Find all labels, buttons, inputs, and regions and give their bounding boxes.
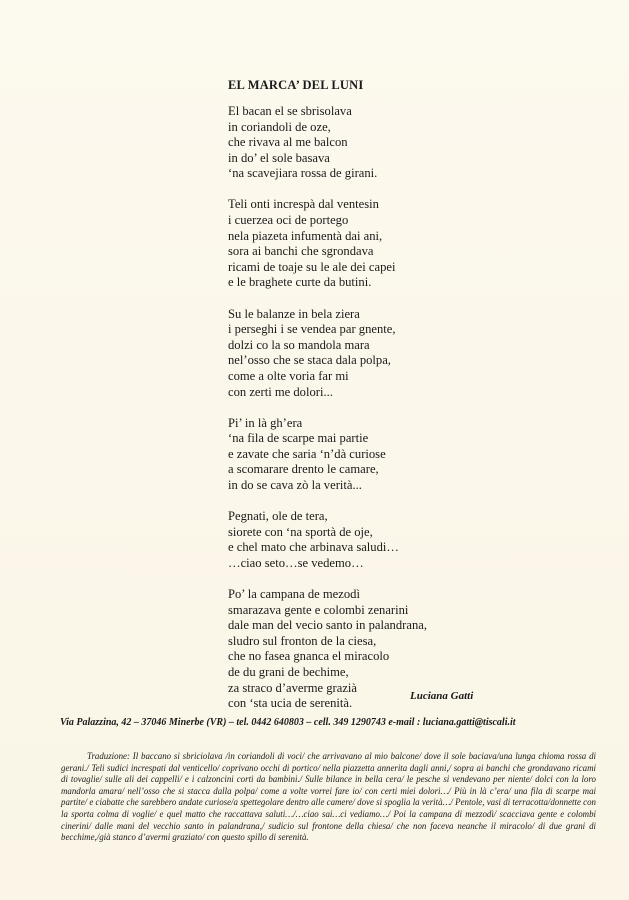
poem-line: Teli onti increspà dal ventesin	[228, 197, 379, 212]
poem-line: nela piazeta infumentà dai ani,	[228, 228, 383, 243]
stanza	[228, 307, 508, 401]
poem-line: sludro sul fronton de la ciesa,	[228, 633, 377, 648]
poem-line: ricami de toaje su le ale dei capei	[228, 259, 396, 274]
poem-line: Po’ la campana de mezodì	[228, 586, 360, 601]
poem-line: de du grani de bechime,	[228, 664, 349, 679]
poem-line: dale man del vecio santo in palandrana,	[228, 618, 427, 633]
poem-body	[228, 104, 508, 727]
stanza	[228, 416, 508, 494]
poem-line: come a olte voria far mi	[228, 368, 349, 383]
poem-line: ‘na fila de scarpe mai partie	[228, 431, 369, 446]
poem-line: sora ai banchi che sgrondava	[228, 244, 374, 259]
poem-line: in do’ el sole basava	[228, 150, 330, 165]
poem-line: Pegnati, ole de tera,	[228, 509, 328, 524]
poem-line: con zerti me dolori...	[228, 384, 333, 399]
poem-line: i cuerzea oci de portego	[228, 213, 349, 228]
stanza	[228, 197, 508, 291]
poem-line: che rivava al me balcon	[228, 135, 348, 150]
translation-paragraph: Traduzione: Il baccano si sbriciolava /in coriandoli di voci/ che arrivavano al mio balcone/ dove il sole baciava/una lunga chioma rossa di gerani./ Teli sudici increspati dal venticello/ coprivano occhi di portico/ nella piazzetta annerita dagli anni,/ sopra ai banchi che grondavano ricami di tovaglie/ sulle ali dei cappelli/ e i calzoncini corti da bambini./ Sulle bilance in bella cera/ le pesche si vendevano per niente/ dolci con la loro mandorla amara/ nell’osso che si stacca dalla polpa/ come a volte vorrei fare io/ con certi miei dolori…/ Più in là c’era/ una fila di scarpe mai partite/ e ciabatte che sarebbero andate curiose/a spettegolare dentro alle camere/ dove si spoglia la verità…/ Pentole, vasi di terracotta/donnette con la sporta colma di voglie/ e quel matto che raccattava saluti…/…ciao sai…ci vediamo…/ Poi la campana di mezzodì/ scacciava gente e colombi cinerini/ dalle mani del vecchio santo in palandrana,/ sudicio sul frontone della chiesa/ che non faceva neanche il miracolo/ di due grani di becchime,/già stanco d’avermi graziato/ con questo spillo di serenità.	[61, 751, 596, 843]
poem-line: smarazava gente e colombi zenarini	[228, 602, 409, 617]
poem-line: Su le balanze in bela ziera	[228, 306, 360, 321]
poem-line: i perseghi i se vendea par gnente,	[228, 322, 396, 337]
poem-line: ‘na scavejiara rossa de girani.	[228, 166, 378, 181]
poem-line: …ciao seto…se vedemo…	[228, 555, 364, 570]
poem-title: EL MARCA’ DEL LUNI	[228, 78, 364, 92]
author-signature: Luciana Gatti	[410, 690, 474, 702]
poem-line: El bacan el se sbrisolava	[228, 104, 352, 118]
poem-line: za straco d’averme grazià	[228, 680, 357, 695]
stanza	[228, 509, 508, 571]
contact-address: Via Palazzina, 42 – 37046 Minerbe (VR) – tel. 0442 640803 – cell. 349 1290743 e-mail : luciana.gatti@tiscali.it	[60, 717, 516, 728]
poem-line: e zavate che saria ‘n’dà curiose	[228, 446, 386, 461]
poem-line: e chel mato che arbinava saludi…	[228, 540, 399, 555]
poem-line: che no fasea gnanca el miracolo	[228, 649, 390, 664]
poem-line: nel’osso che se staca dala polpa,	[228, 353, 391, 368]
stanza	[228, 104, 508, 182]
poem-line: e le braghete curte da butini.	[228, 275, 372, 290]
poem-line: in do se cava zò la verità...	[228, 477, 362, 492]
poem-line: siorete con ‘na sportà de oje,	[228, 524, 373, 539]
poem-line: a scomarare drento le camare,	[228, 462, 379, 477]
poem-line: con ‘sta ucia de serenità.	[228, 696, 353, 711]
poem-line: dolzi co la so mandola mara	[228, 337, 370, 352]
poem-line: Pi’ in là gh’era	[228, 415, 303, 430]
poem-line: in coriandoli de oze,	[228, 119, 331, 134]
